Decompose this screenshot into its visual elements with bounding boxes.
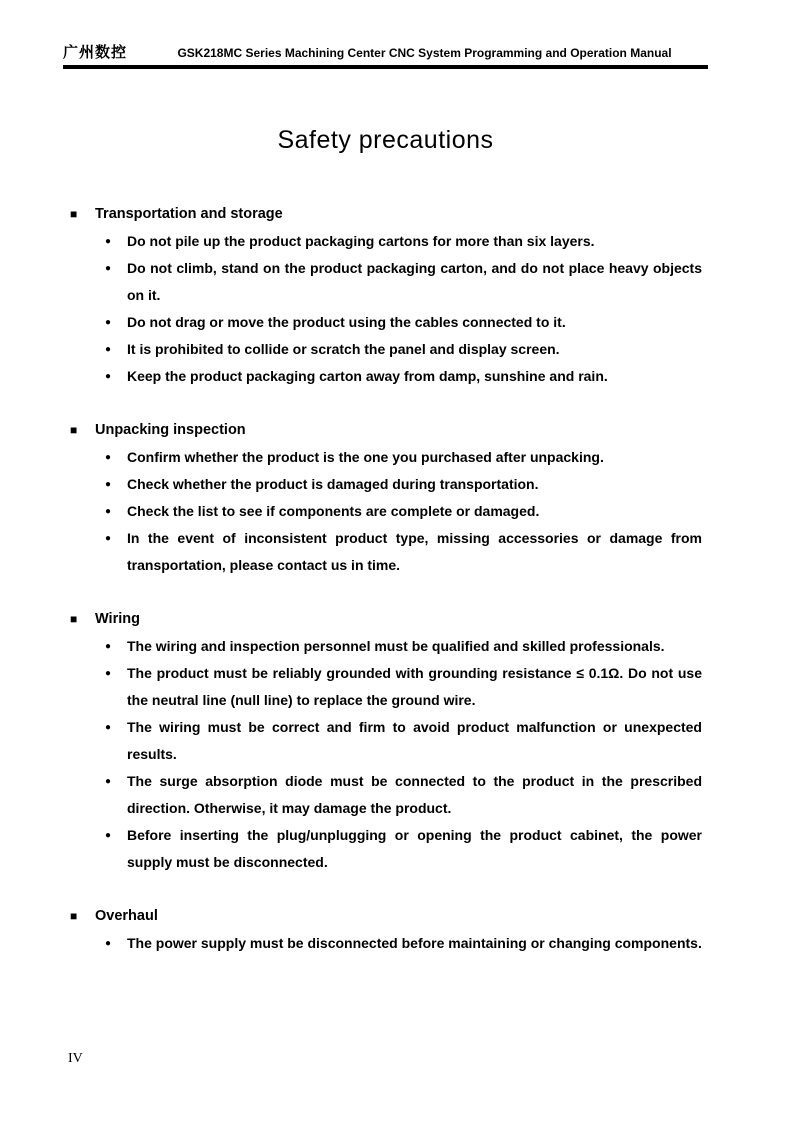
section-marker-icon: ■ (70, 909, 78, 923)
bullet-text: Keep the product packaging carton away from damp, sunshine and rain. (127, 368, 608, 384)
bullet-text: The product must be reliably grounded with grounding resistance ≤ 0.1Ω. Do not use the neutral line (null line) to replace the ground wire. (127, 665, 702, 708)
section-heading (70, 903, 702, 930)
bullet-item (105, 336, 702, 363)
gsk-logo: 广州数控 (63, 44, 128, 61)
bullet-text: Do not drag or move the product using the cables connected to it. (127, 314, 566, 330)
bullet-list (70, 444, 702, 579)
section-heading-text: Unpacking inspection (95, 422, 246, 438)
bullet-item (105, 633, 702, 660)
page-header (63, 44, 708, 69)
bullet-text: Before inserting the plug/unplugging or opening the product cabinet, the power supply must be disconnected. (127, 827, 702, 870)
manual-title: GSK218MC Series Machining Center CNC System Programming and Operation Manual (177, 46, 672, 60)
bullet-text: It is prohibited to collide or scratch the panel and display screen. (127, 341, 560, 357)
bullet-text: Confirm whether the product is the one you purchased after unpacking. (127, 449, 604, 465)
bullet-item (105, 471, 702, 498)
section (70, 417, 702, 579)
bullet-item (105, 498, 702, 525)
section (70, 903, 702, 957)
bullet-icon: ● (105, 263, 112, 274)
sections (70, 201, 702, 957)
bullet-list (70, 633, 702, 876)
section-marker-icon: ■ (70, 207, 78, 221)
section-heading-text: Wiring (95, 611, 140, 627)
bullet-text: The power supply must be disconnected before maintaining or changing components. (127, 935, 702, 951)
page-footer (68, 1051, 83, 1067)
bullet-item (105, 255, 702, 309)
bullet-item (105, 822, 702, 876)
section-marker-icon: ■ (70, 423, 78, 437)
bullet-icon: ● (105, 506, 112, 517)
bullet-item (105, 525, 702, 579)
section (70, 606, 702, 876)
page-number: IV (68, 1051, 83, 1066)
bullet-icon: ● (105, 236, 112, 247)
bullet-text: Check whether the product is damaged during transportation. (127, 476, 539, 492)
bullet-item (105, 768, 702, 822)
bullet-item (105, 228, 702, 255)
bullet-icon: ● (105, 533, 112, 544)
section-marker-icon: ■ (70, 612, 78, 626)
bullet-item (105, 363, 702, 390)
bullet-text: The wiring and inspection personnel must be qualified and skilled professionals. (127, 638, 665, 654)
bullet-text: Check the list to see if components are complete or damaged. (127, 503, 540, 519)
bullet-list (70, 228, 702, 390)
bullet-text: Do not pile up the product packaging cartons for more than six layers. (127, 233, 595, 249)
bullet-item (105, 714, 702, 768)
section (70, 201, 702, 390)
bullet-icon: ● (105, 668, 112, 679)
bullet-icon: ● (105, 830, 112, 841)
bullet-text: Do not climb, stand on the product packaging carton, and do not place heavy objects on it. (127, 260, 702, 303)
bullet-icon: ● (105, 641, 112, 652)
bullet-text: In the event of inconsistent product type, missing accessories or damage from transportation, please contact us in time. (127, 530, 702, 573)
bullet-item (105, 309, 702, 336)
bullet-icon: ● (105, 776, 112, 787)
section-heading (70, 417, 702, 444)
bullet-icon: ● (105, 344, 112, 355)
bullet-item (105, 660, 702, 714)
bullet-icon: ● (105, 371, 112, 382)
section-heading (70, 201, 702, 228)
page-title: Safety precautions (277, 126, 494, 154)
bullet-item (105, 930, 702, 957)
bullet-list (70, 930, 702, 957)
bullet-icon: ● (105, 452, 112, 463)
section-heading-text: Overhaul (95, 908, 158, 924)
bullet-icon: ● (105, 722, 112, 733)
bullet-text: The surge absorption diode must be connected to the product in the prescribed direction. Otherwise, it may damage the product. (127, 773, 702, 816)
bullet-icon: ● (105, 938, 112, 949)
section-heading-text: Transportation and storage (95, 206, 283, 222)
section-heading (70, 606, 702, 633)
bullet-icon: ● (105, 479, 112, 490)
bullet-text: The wiring must be correct and firm to avoid product malfunction or unexpected results. (127, 719, 702, 762)
bullet-icon: ● (105, 317, 112, 328)
bullet-item (105, 444, 702, 471)
